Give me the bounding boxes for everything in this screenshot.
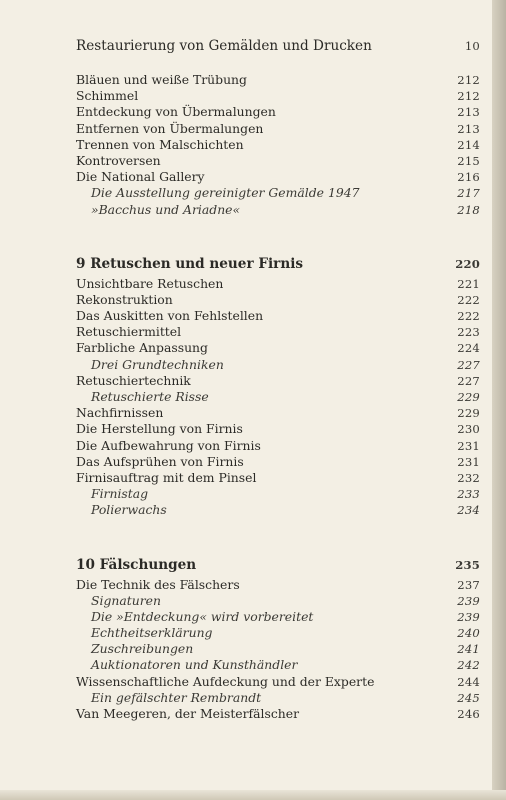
entry-page-number: 240 (457, 626, 480, 641)
heading-page-number: 10 (464, 39, 480, 53)
heading-title: Restaurierung von Gemälden und Drucken (76, 38, 372, 54)
entry-title: Nachfirnissen (76, 405, 164, 421)
toc-subentry (76, 357, 480, 373)
entry-title: Retuschiertechnik (76, 372, 191, 388)
entry-page-number: 239 (457, 593, 480, 608)
entry-title: Retuschierte Risse (91, 389, 209, 404)
entry-page-number: 221 (457, 276, 480, 291)
toc-subentry (76, 641, 480, 657)
toc-subentry (76, 657, 480, 673)
heading-title: 10 Fälschungen (76, 556, 197, 573)
entry-title: Van Meegeren, der Meisterfälscher (76, 706, 300, 721)
entry-page-number: 230 (457, 422, 480, 437)
entry-title: Rekonstruktion (76, 291, 173, 307)
entry-title: Wissenschaftliche Aufdeckung und der Experte (76, 673, 375, 689)
toc-entry (76, 438, 480, 454)
entry-page-number: 215 (457, 153, 480, 168)
toc-entry (76, 706, 480, 722)
entry-page-number: 245 (457, 690, 480, 705)
entry-page-number: 222 (457, 309, 480, 324)
toc-entry (76, 577, 480, 593)
entry-page-number: 244 (457, 674, 480, 689)
entry-title: Die National Gallery (76, 169, 205, 185)
entry-page-number: 213 (457, 105, 480, 120)
toc-subentry (76, 486, 480, 502)
toc-entry (76, 276, 480, 292)
entry-title: Zuschreibungen (91, 641, 194, 657)
toc-subentry (76, 185, 480, 201)
entry-title: Drei Grundtechniken (91, 356, 224, 372)
page-bottom-edge (0, 790, 506, 800)
entry-title: Die Ausstellung gereinigter Gemälde 1947 (91, 185, 360, 201)
section-heading (76, 34, 480, 58)
toc-entry (76, 421, 480, 437)
entry-page-number: 216 (457, 170, 480, 185)
toc-entry (76, 72, 480, 88)
entry-title: Unsichtbare Retuschen (76, 275, 224, 291)
toc-entry (76, 308, 480, 324)
toc-entry (76, 292, 480, 308)
entry-title: Das Aufsprühen von Firnis (76, 453, 244, 469)
heading-page-number: 220 (455, 256, 480, 271)
section-gap (76, 519, 480, 553)
toc-subentry (76, 593, 480, 609)
entry-title: Auktionatoren und Kunsthändler (91, 657, 298, 673)
entry-title: Firnisauftrag mit dem Pinsel (76, 469, 257, 485)
toc-subentry (76, 625, 480, 641)
entry-title: Firnistag (91, 486, 149, 502)
toc-entry (76, 121, 480, 137)
entry-page-number: 231 (457, 438, 480, 453)
toc-entry (76, 373, 480, 389)
entry-title: Ein gefälschter Rembrandt (91, 689, 262, 705)
toc-entry (76, 470, 480, 486)
heading-title: 9 Retuschen und neuer Firnis (76, 255, 304, 272)
entry-title: Trennen von Malschichten (76, 136, 244, 152)
entry-page-number: 239 (457, 609, 480, 624)
toc-entry (76, 340, 480, 356)
toc-subentry (76, 609, 480, 625)
entry-title: Die »Entdeckung« wird vorbereitet (91, 608, 314, 624)
chapter-heading (76, 252, 480, 276)
toc-subentry (76, 202, 480, 218)
toc-entry (76, 454, 480, 470)
toc-entry (76, 153, 480, 169)
toc-section (76, 34, 480, 218)
entry-page-number: 222 (457, 292, 480, 307)
entry-page-number: 227 (457, 357, 480, 372)
table-of-contents (76, 34, 480, 722)
entry-page-number: 214 (457, 137, 480, 152)
entry-page-number: 212 (457, 89, 480, 104)
chapter-heading (76, 553, 480, 577)
toc-entry (76, 137, 480, 153)
entry-title: Das Auskitten von Fehlstellen (76, 308, 264, 324)
entry-title: »Bacchus und Ariadne« (91, 201, 241, 217)
entry-title: Bläuen und weiße Trübung (76, 72, 247, 87)
entry-page-number: 227 (457, 373, 480, 388)
entry-title: Retuschiermittel (76, 324, 182, 340)
toc-section (76, 553, 480, 723)
entry-title: Schimmel (76, 88, 139, 104)
entry-page-number: 242 (457, 658, 480, 673)
toc-subentry (76, 690, 480, 706)
entry-page-number: 223 (457, 325, 480, 340)
section-gap (76, 218, 480, 252)
toc-entry (76, 88, 480, 104)
toc-subentry (76, 502, 480, 518)
entry-title: Signaturen (91, 592, 161, 608)
entry-page-number: 246 (457, 707, 480, 721)
toc-entry (76, 324, 480, 340)
entry-title: Polierwachs (91, 502, 167, 518)
entry-title: Die Herstellung von Firnis (76, 421, 243, 437)
heading-gap (76, 58, 480, 72)
toc-subentry (76, 389, 480, 405)
toc-section (76, 252, 480, 519)
entry-page-number: 213 (457, 121, 480, 136)
entry-page-number: 241 (457, 642, 480, 657)
entry-page-number: 229 (457, 406, 480, 421)
heading-page-number: 235 (455, 557, 480, 572)
entry-title: Echtheitserklärung (91, 625, 213, 641)
entry-title: Die Aufbewahrung von Firnis (76, 437, 261, 453)
entry-title: Entfernen von Übermalungen (76, 120, 264, 136)
entry-page-number: 234 (457, 503, 480, 518)
entry-page-number: 229 (457, 390, 480, 404)
entry-page-number: 233 (457, 487, 480, 502)
toc-entry (76, 104, 480, 120)
entry-title: Farbliche Anpassung (76, 340, 208, 356)
entry-page-number: 217 (457, 186, 480, 201)
entry-page-number: 232 (457, 470, 480, 485)
entry-page-number: 212 (457, 73, 480, 87)
entry-title: Entdeckung von Übermalungen (76, 104, 276, 120)
entry-page-number: 218 (457, 202, 480, 217)
entry-title: Kontroversen (76, 152, 161, 168)
entry-page-number: 224 (457, 341, 480, 356)
toc-entry (76, 169, 480, 185)
toc-entry (76, 674, 480, 690)
entry-page-number: 231 (457, 454, 480, 469)
entry-title: Die Technik des Fälschers (76, 576, 240, 592)
book-spine-edge (492, 0, 506, 800)
toc-entry (76, 405, 480, 421)
entry-page-number: 237 (457, 577, 480, 592)
